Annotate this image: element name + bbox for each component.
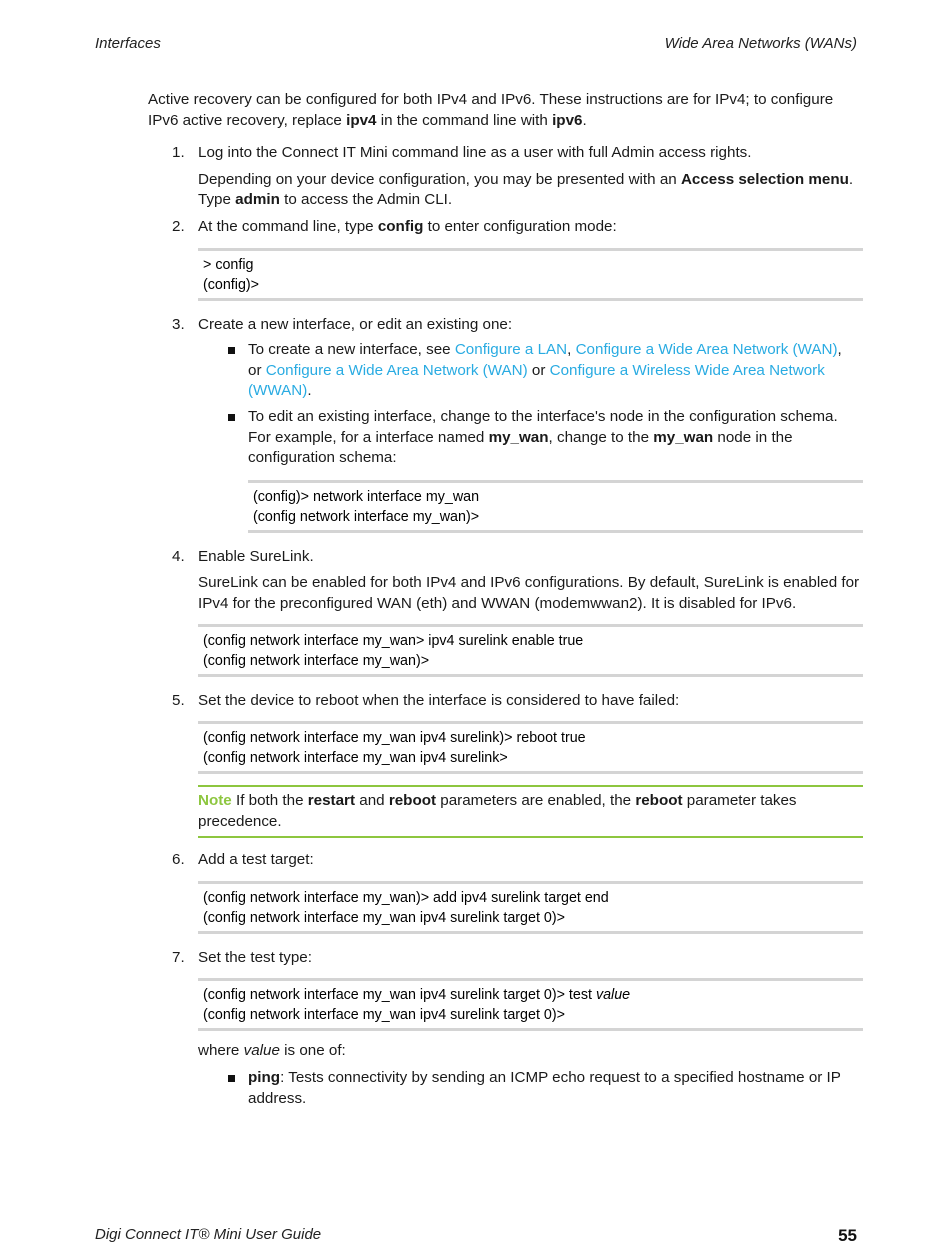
bullet-bold: ping [248,1069,281,1087]
code-line: (config network interface my_wan ipv4 surelink target 0)> [203,1007,565,1024]
step-text: Enable SureLink. [198,547,314,565]
code-block [198,721,863,774]
bullet-bold: my_wan [488,428,549,446]
bullet-text: or [248,361,266,379]
step-text-part: At the command line, type [198,217,378,235]
link-configure-wan-2[interactable]: Configure a Wide Area Network (WAN) [265,361,528,379]
code-block [198,248,863,301]
step-text [198,217,863,238]
bullet-text: or [527,361,550,379]
step-1 [148,143,863,211]
where-italic: value [243,1042,280,1060]
step-5 [148,691,863,839]
step-number: 4. [172,547,185,565]
page-body [148,90,863,1109]
code-block [198,881,863,934]
detail-bold: admin [235,191,280,209]
step-number: 1. [172,144,185,162]
code-line: > config [203,256,254,273]
note-bold: reboot [388,792,437,810]
note-text: If both the [231,792,308,810]
step-detail [198,170,863,211]
note-text: parameters are enabled, the [436,792,636,810]
step-text: Set the device to reboot when the interface is considered to have failed: [198,691,680,709]
bullet-marker [228,414,235,421]
step-number: 7. [172,948,185,966]
note-bold: restart [307,792,356,810]
code-line: (config network interface my_wan)> [253,508,480,525]
detail-text: Depending on your device configuration, you may be presented with an [198,170,681,188]
step-7 [148,948,863,1109]
detail-bold: Access selection menu [680,170,849,188]
note-label: Note [198,792,232,810]
code-text: (config network interface my_wan ipv4 surelink target 0)> test [203,987,596,1004]
note-text: parameter takes precedence. [198,792,797,830]
code-line: (config network interface my_wan)> [203,652,430,669]
step-2 [148,217,863,301]
detail-text: to access the Admin CLI. [279,191,453,209]
bullet-marker [228,1075,235,1082]
code-block [248,480,863,533]
code-line: (config network interface my_wan ipv4 surelink)> reboot true [203,730,586,747]
link-configure-wan[interactable]: Configure a Wide Area Network (WAN) [575,341,838,359]
note-box [198,785,863,838]
step-number: 2. [172,217,185,235]
intro-bold-ipv4: ipv4 [346,111,377,129]
step-number: 3. [172,315,185,333]
bullet-item [148,1068,863,1109]
code-line: (config)> [203,276,260,293]
running-header-left: Interfaces [95,35,161,52]
running-header-right: Wide Area Networks (WANs) [664,35,857,52]
intro-text: Active recovery can be configured for both IPv4 and IPv6. These instructions are for IPv4; to configure IPv6 active recovery, replace [148,91,834,129]
intro-bold-ipv6: ipv6 [552,111,583,129]
step-3 [148,315,863,533]
step-text: Add a test target: [198,851,314,869]
bullet-text: , [567,341,576,359]
bullet-text: , change to the [548,428,654,446]
step-6 [148,850,863,934]
note-bold: reboot [635,792,683,810]
step-number: 6. [172,851,185,869]
code-line: (config network interface my_wan ipv4 surelink> [203,750,508,767]
link-configure-lan[interactable]: Configure a LAN [454,341,568,359]
where-text [198,1041,863,1062]
code-line [203,985,858,1005]
step-bold: config [377,217,424,235]
bullet-text: node in the configuration schema: [248,428,793,467]
code-block [198,624,863,677]
bullet-item [148,340,863,402]
code-line: (config)> network interface my_wan [253,488,480,505]
bullet-text: To create a new interface, see [248,341,455,359]
where-part: where [198,1042,244,1060]
note-text: and [355,792,389,810]
bullet-text: : Tests connectivity by sending an ICMP echo request to a specified hostname or IP address. [248,1069,841,1107]
step-text-part: to enter configuration mode: [423,217,617,235]
code-placeholder: value [595,987,631,1004]
step-number: 5. [172,691,185,709]
intro-text-2: in the command line with [376,111,553,129]
code-line: (config network interface my_wan> ipv4 surelink enable true [203,632,584,649]
bullet-text: To edit an existing interface, change to the interface's node in the configuration schema. For example, for a interface named [248,407,838,446]
bullet-bold: my_wan [653,428,714,446]
bullet-marker [228,347,235,354]
page-number: 55 [838,1226,857,1245]
bullet-text: , [837,341,842,359]
step-detail: SureLink can be enabled for both IPv4 and IPv6 configurations. By default, SureLink is enabled for IPv4 for the preconfigured WAN (eth) and WWAN (modemwwan2). It is disabled for IPv6. [198,574,860,612]
code-block [198,978,863,1031]
step-text: Set the test type: [198,948,312,966]
detail-text: . Type [198,170,854,209]
intro-text-3: . [582,111,587,129]
step-text: Log into the Connect IT Mini command line as a user with full Admin access rights. [198,144,752,162]
step-4 [148,547,863,677]
code-line: (config network interface my_wan ipv4 surelink target 0)> [203,909,565,926]
link-configure-wwan[interactable]: Configure a Wireless Wide Area Network (WWAN) [248,361,825,400]
bullet-text: . [307,382,312,400]
running-footer: Digi Connect IT® Mini User Guide [95,1226,322,1243]
step-text: Create a new interface, or edit an existing one: [198,315,513,333]
where-part: is one of: [279,1042,346,1060]
code-line: (config network interface my_wan)> add ipv4 surelink target end [203,889,609,906]
intro-paragraph [148,90,863,131]
bullet-item [148,407,863,469]
